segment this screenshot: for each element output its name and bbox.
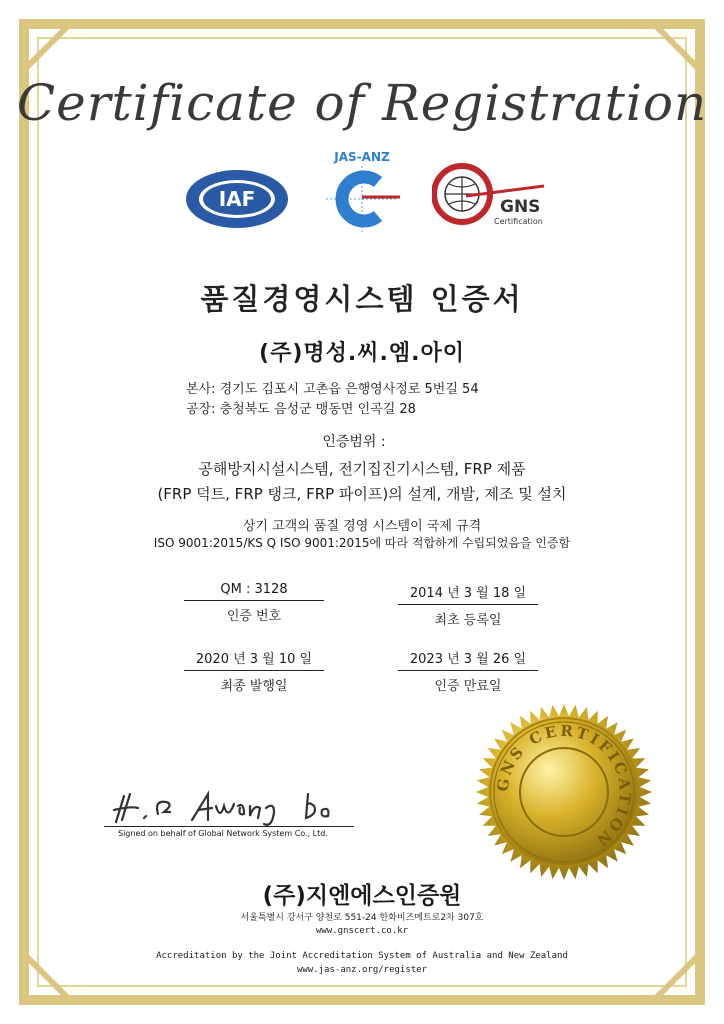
company-name: (주)명성.씨.엠.아이 <box>259 341 465 366</box>
initial-registration-field <box>398 582 538 628</box>
cert-number-label: 인증 번호 <box>226 609 282 624</box>
last-issue-field <box>184 648 324 694</box>
expiry-field <box>398 648 538 694</box>
certificate-heading: 품질경영시스템 인증서 <box>200 282 524 316</box>
svg-text:GNS: GNS <box>500 197 541 217</box>
statement-line-2: ISO 9001:2015/KS Q ISO 9001:2015에 따라 적합하게 수립되었음을 인증함 <box>153 536 571 550</box>
head-office-address: 본사: 경기도 김포시 고촌읍 은행영사정로 5번길 54 <box>186 382 479 397</box>
initial-registration-label: 최초 등록일 <box>434 613 502 628</box>
expiry-label: 인증 만료일 <box>434 679 502 694</box>
iaf-logo <box>184 168 290 230</box>
signature-line <box>104 826 354 827</box>
scope-line-2: (FRP 덕트, FRP 탱크, FRP 파이프)의 설계, 개발, 제조 및 설치 <box>157 485 567 503</box>
svg-text:Certification: Certification <box>494 217 543 226</box>
signature-image <box>104 788 358 828</box>
gns-logo <box>432 162 548 232</box>
accreditation-line: Accreditation by the Joint Accreditation System of Australia and New Zealand <box>156 951 568 961</box>
expiry-value: 2023 년 3 월 26 일 <box>398 648 538 671</box>
cert-number-value: QM : 3128 <box>184 582 324 601</box>
svg-text:GNS CERTIFICATION: GNS CERTIFICATION <box>493 721 635 852</box>
accreditation-logos <box>0 150 724 240</box>
factory-address: 공장: 충청북도 음성군 맹동면 인곡길 28 <box>186 402 416 417</box>
issuer-name: (주)지엔에스인증원 <box>262 883 462 909</box>
last-issue-value: 2020 년 3 월 10 일 <box>184 648 324 671</box>
jasanz-logo <box>324 150 400 238</box>
issuer-address: 서울특별시 강서구 양천로 551-24 한화비즈메트로2차 307호 <box>240 913 484 923</box>
jasanz-label: JAS-ANZ <box>334 150 390 164</box>
signature-caption: Signed on behalf of Global Network System Co., Ltd. <box>118 829 328 838</box>
jasanz-c-mark <box>324 164 400 234</box>
cert-number-field <box>184 582 324 624</box>
scope-label: 인증범위 : <box>322 434 386 450</box>
certificate-title: Certificate of Registration <box>16 74 708 132</box>
last-issue-label: 최종 발행일 <box>220 679 288 694</box>
scope-line-1: 공해방지시설시스템, 전기집진기시스템, FRP 제품 <box>198 460 526 478</box>
gold-seal <box>474 702 654 882</box>
statement-line-1: 상기 고객의 품질 경영 시스템이 국제 규격 <box>242 519 482 534</box>
accreditation-website: www.jas-anz.org/register <box>296 965 428 975</box>
initial-registration-value: 2014 년 3 월 18 일 <box>398 582 538 605</box>
issuer-website: www.gnscert.co.kr <box>315 926 409 936</box>
svg-text:IAF: IAF <box>218 187 256 211</box>
